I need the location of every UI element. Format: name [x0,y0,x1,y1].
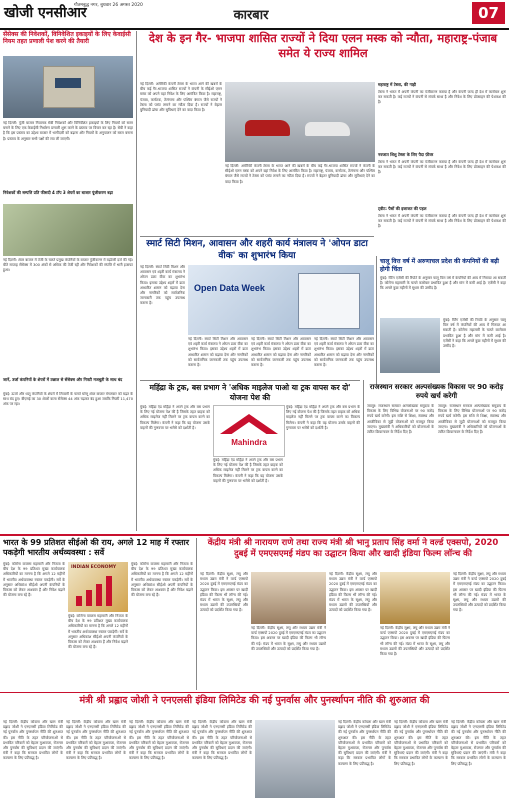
pvt-headline: चालू वित्त वर्ष में अरुणाचल प्रदेश की कंपनियों की बढ़ी होगी चिंता [380,258,499,273]
open-data-week-banner [188,265,374,335]
masthead [0,0,509,30]
section-divider [0,534,509,536]
main-sidebar-body-2: टेस्ला ने भारत में अपनी कंपनी का पंजीकरण कराया है और कंपनी जल्द ही देश में कारोबार शुरू कर सकती है। कई राज्यों ने कंपनी से संपर्क साधा है और निवेश के लिए प्रोत्साहन की पेशकश की है। [378,214,506,229]
joshi-body-col5: नई दिल्ली: केंद्रीय कोयला और खान मंत्री प्रह्लाद जोशी ने एनएलसी इंडिया लिमिटेड की नई पुनर्वास और पुनर्स्थापन नीति की शुरुआत की। इस नीति के तहत परियोजनाओं से प्रभावित परिवारों को बेहतर मुआवजा, रोजगार और पुनर्वास की सुविधाएं प्रदान की जाएंगी। मंत्री ने कहा कि सरकार प्रभावित लोगों के कल्याण के लिए प्रतिबद्ध है। [338,720,391,766]
khadi-body-col3: नई दिल्ली: केंद्रीय सूक्ष्म, लघु और मध्यम उद्यम मंत्री ने वर्ल्ड एक्सपो 2020 दुबई में एमएसएमई मंडप का उद्घाटन किया। इस अवसर पर खादी इंडिया की फिल्म भी लॉन्च की गई। मंडप में भारत के सूक्ष्म, लघु और मध्यम उद्यमों की उपलब्धियों और उत्पादों को प्रदर्शित किया गया है। [329,572,377,613]
rupee-notes-photo [3,204,133,256]
left-body-2: नई दिल्ली: शेयर बाजार में तेजी के चलते प्रमुख कंपनियों के बाजार पूंजीकरण में बढ़ोतरी दर्ज की गई। बीते सप्ताह सेंसेक्स में 300 अंकों से अधिक की तेजी रही और निवेशकों की संपत्ति में भारी इजाफा हुआ। [3,258,133,273]
mahindra-body-col1: मुंबई: महिंद्रा एंड महिंद्रा ने अपने ट्रक और बस प्रभाग के लिए नई योजना पेश की है जिसके तहत ग्राहक को अधिक माइलेज नहीं मिलने पर ट्रक वापस करने का विकल्प मिलेगा। कंपनी ने कहा कि यह योजना उसके वाहनों की गुणवत्ता पर भरोसे को दर्शाती है। [140,405,210,430]
economy-body-col2: मुंबई: कोरोना वायरस महामारी और निजता के बीच देश के 99 प्रतिशत मुख्य कार्यपालक अधिकारियों का मानना है कि अगले 12 महीनों में भारतीय अर्थव्यवस्था रफ्तार पकड़ेगी। सर्वे के अनुसार अधिकांश सीईओ अपनी कंपनियों के विकास को लेकर आश्वस्त हैं और निवेश बढ़ाने की योजना बना रहे हैं। [68,614,128,650]
mahindra-headline: महिंद्रा के ट्रक, बस प्रभाग ने 'अधिक माइलेज पाओ या ट्रक वापस कर दो' योजना पेश की [149,383,351,402]
column-divider [196,538,197,690]
khadi-headline: केंद्रीय मंत्री श्री नारायण राणे तथा राज्य मंत्री श्री भानु प्रताप सिंह वर्मा ने वर्ल्ड एक्सपो, 2020 दुबई में एमएसएमई मंडप का उद्घाटन किया और खादी इंडिया फिल्म लॉन्च की [207,538,499,559]
sebi-building-photo [3,56,133,118]
joshi-body-col7: नई दिल्ली: केंद्रीय कोयला और खान मंत्री प्रह्लाद जोशी ने एनएलसी इंडिया लिमिटेड की नई पुनर्वास और पुनर्स्थापन नीति की शुरुआत की। इस नीति के तहत परियोजनाओं से प्रभावित परिवारों को बेहतर मुआवजा, रोजगार और पुनर्वास की सुविधाएं प्रदान की जाएंगी। मंत्री ने कहा कि सरकार प्रभावित लोगों के कल्याण के लिए प्रतिबद्ध है। [451,720,506,766]
smart-city-body-col1: नई दिल्ली: स्मार्ट सिटी मिशन और आवासन एवं शहरी कार्य मंत्रालय ने ओपन डाटा वीक का शुभारंभ किया। इसका उद्देश्य शहरों में डाटा आधारित शासन को बढ़ावा देना और नागरिकों को सार्वजनिक जानकारी तक पहुंच उपलब्ध कराना है। [140,265,185,306]
economy-body-col3: मुंबई: कोरोना वायरस महामारी और निजता के बीच देश के 99 प्रतिशत मुख्य कार्यपालक अधिकारियों का मानना है कि अगले 12 महीनों में भारतीय अर्थव्यवस्था रफ्तार पकड़ेगी। सर्वे के अनुसार अधिकांश सीईओ अपनी कंपनियों के विकास को लेकर आश्वस्त हैं और निवेश बढ़ाने की योजना बना रहे हैं। [131,562,193,598]
mahindra-body-col2: मुंबई: महिंद्रा एंड महिंद्रा ने अपने ट्रक और बस प्रभाग के लिए नई योजना पेश की है जिसके तहत ग्राहक को अधिक माइलेज नहीं मिलने पर ट्रक वापस करने का विकल्प मिलेगा। कंपनी ने कहा कि यह योजना उसके वाहनों की गुणवत्ता पर भरोसे को दर्शाती है। [213,458,283,483]
newspaper-logo: खोजी एनसीआर [4,5,87,21]
khadi-body-col1: नई दिल्ली: केंद्रीय सूक्ष्म, लघु और मध्यम उद्यम मंत्री ने वर्ल्ड एक्सपो 2020 दुबई में एमएसएमई मंडप का उद्घाटन किया। इस अवसर पर खादी इंडिया की फिल्म भी लॉन्च की गई। मंडप में भारत के सूक्ष्म, लघु और मध्यम उद्यमों की उपलब्धियों और उत्पादों को प्रदर्शित किया गया है। [200,572,248,613]
edition-meta: गौतमबुद्ध नगर, बुधवार 26 अगस्त 2020 [74,3,143,8]
mahindra-logo-box [213,405,285,457]
left-sub-headline-1: निवेशकों की सम्पत्ति प्रति फीसदी 4 टॉप 3 शेयरों का बाजार पूंजीकरण बढ़ा [3,190,113,195]
joshi-body-col4: नई दिल्ली: केंद्रीय कोयला और खान मंत्री प्रह्लाद जोशी ने एनएलसी इंडिया लिमिटेड की नई पुनर्वास और पुनर्स्थापन नीति की शुरुआत की। इस नीति के तहत परियोजनाओं से प्रभावित परिवारों को बेहतर मुआवजा, रोजगार और पुनर्वास की सुविधाएं प्रदान की जाएंगी। मंत्री ने कहा कि सरकार प्रभावित लोगों के कल्याण के लिए प्रतिबद्ध है। [192,720,252,761]
pvt-body-2: मुंबई: रेटिंग एजेंसी की रिपोर्ट के अनुसार चालू वित्त वर्ष में कंपनियों की आय में गिरावट आ सकती है। कोरोना महामारी के चलते कारोबार प्रभावित हुआ है और मांग में कमी आई है। एजेंसी ने कहा कि अगले कुछ महीनों में सुधार की उम्मीद है। [443,318,506,349]
smart-city-body-col3: नई दिल्ली: स्मार्ट सिटी मिशन और आवासन एवं शहरी कार्य मंत्रालय ने ओपन डाटा वीक का शुभारंभ किया। इसका उद्देश्य शहरों में डाटा आधारित शासन को बढ़ावा देना और नागरिकों को सार्वजनिक जानकारी तक पहुंच उपलब्ध कराना है। [251,337,311,368]
khadi-body-col5: नई दिल्ली: केंद्रीय सूक्ष्म, लघु और मध्यम उद्यम मंत्री ने वर्ल्ड एक्सपो 2020 दुबई में एमएसएमई मंडप का उद्घाटन किया। इस अवसर पर खादी इंडिया की फिल्म भी लॉन्च की गई। मंडप में भारत के सूक्ष्म, लघु और मध्यम उद्यमों की उपलब्धियों और उत्पादों को प्रदर्शित किया गया है। [453,572,506,613]
joshi-event-photo [255,720,335,798]
column-divider [136,31,137,531]
khadi-film-photo [380,572,450,624]
khadi-body-col4: नई दिल्ली: केंद्रीय सूक्ष्म, लघु और मध्यम उद्यम मंत्री ने वर्ल्ड एक्सपो 2020 दुबई में एमएसएमई मंडप का उद्घाटन किया। इस अवसर पर खादी इंडिया की फिल्म भी लॉन्च की गई। मंडप में भारत के सूक्ष्म, लघु और मध्यम उद्यमों की उपलब्धियों और उत्पादों को प्रदर्शित किया गया है। [380,626,450,657]
section-divider [0,692,509,693]
smart-city-headline: स्मार्ट सिटी मिशन, आवासन और शहरी कार्य मंत्रालय ने 'ओपन डाटा वीक' का शुभारंभ किया [146,239,368,261]
main-body-col2: नई दिल्ली: अमेरिकी कंपनी टेस्ला के भारत आने की खबरों के बीच कई गैर-भाजपा शासित राज्यों ने कंपनी के सीईओ एलन मस्क को अपने यहां निवेश के लिए आमंत्रित किया है। महाराष्ट्र, पंजाब, कर्नाटक, तेलंगाना और पश्चिम बंगाल जैसे राज्यों ने टेस्ला को प्लांट लगाने का न्यौता दिया है। राज्यों ने बेहतर बुनियादी ढांचा और सुविधाएं देने का वादा किया है। [225,164,375,184]
main-body-col3: टेस्ला ने भारत में अपनी कंपनी का पंजीकरण कराया है और कंपनी जल्द ही देश में कारोबार शुरू कर सकती है। कई राज्यों ने कंपनी से संपर्क साधा है और निवेश के लिए प्रोत्साहन की पेशकश की है। [378,90,506,105]
economy-headline: भारत के 99 प्रतिशत सीईओ की राय, अगले 12 माह में रफ्तार पकड़ेगी भारतीय अर्थव्यवस्था : सर्वे [3,538,190,557]
main-col-subhead: महाराष्ट्र में टेस्ला, की गाड़ी [378,82,416,87]
left-body-3: मुंबई: ऊर्जा और धातु कंपनियों के शेयरों में लिवाली के चलते घरेलू शेयर बाजार मंगलवार को बढ़त के साथ बंद हुए। बीएसई का 30 शेयरों वाला सेंसेक्स 44 अंक चढ़कर बंद हुआ जबकि निफ्टी 11,470 अंक पर रहा। [3,392,133,407]
left-top-body: नई दिल्ली: पूंजी बाजार नियामक सेबी निवेशकों और विनिवेशित इकाइयों के लिए नियमों को सरल बनाने के लिए एक केवाईसी निर्धारण प्रणाली शुरू करने के प्रस्ताव पर विचार कर रहा है। सेबी ने कहा है कि इस प्रस्ताव का उद्देश्य बाजार में भागीदारी को बढ़ाना और नियमों के अनुपालन को सरल बनाना है। प्रस्ताव के अनुसार सभी पक्षों की राय ली जाएगी। [3,121,133,141]
left-sub-headline-2: जानें, उर्जा कंपनियों के शेयरों में उछाल से सेंसेक्स और निफ्टी मजबूती के साथ बंद [3,377,123,382]
economy-body-col1: मुंबई: कोरोना वायरस महामारी और निजता के बीच देश के 99 प्रतिशत मुख्य कार्यपालक अधिकारियों का मानना है कि अगले 12 महीनों में भारतीय अर्थव्यवस्था रफ्तार पकड़ेगी। सर्वे के अनुसार अधिकांश सीईओ अपनी कंपनियों के विकास को लेकर आश्वस्त हैं और निवेश बढ़ाने की योजना बना रहे हैं। [3,562,65,598]
main-sidebar-subhead-2: ट्वीट: पैसों की इजाजत की पहल [378,206,427,211]
main-headline: देश के इन गैर- भाजपा शासित राज्यों ने दिया एलन मस्क को न्यौता, महाराष्ट्र-पंजाब समेत ये राज्य शामिल [148,31,498,60]
column-divider [376,256,377,386]
economy-image-label: INDIAN ECONOMY [71,565,117,570]
joshi-body-col6: नई दिल्ली: केंद्रीय कोयला और खान मंत्री प्रह्लाद जोशी ने एनएलसी इंडिया लिमिटेड की नई पुनर्वास और पुनर्स्थापन नीति की शुरुआत की। इस नीति के तहत परियोजनाओं से प्रभावित परिवारों को बेहतर मुआवजा, रोजगार और पुनर्वास की सुविधाएं प्रदान की जाएंगी। मंत्री ने कहा कि सरकार प्रभावित लोगों के कल्याण के लिए प्रतिबद्ध है। [394,720,448,766]
tesla-showroom-photo [225,82,375,162]
smart-city-body-col4: नई दिल्ली: स्मार्ट सिटी मिशन और आवासन एवं शहरी कार्य मंत्रालय ने ओपन डाटा वीक का शुभारंभ किया। इसका उद्देश्य शहरों में डाटा आधारित शासन को बढ़ावा देना और नागरिकों को सार्वजनिक जानकारी तक पहुंच उपलब्ध कराना है। [314,337,374,368]
left-top-headline-box [3,31,133,53]
joshi-headline: मंत्री श्री प्रह्लाद जोशी ने एनएलसी इंडिया लिमिटेड की नई पुनर्वास और पुनर्स्थापन नीति की शुरुआत की [79,695,430,706]
rajasthan-headline: राजस्थान सरकार अल्पसंख्यक विकास पर 90 करोड़ रुपये खर्च करेगी [369,383,504,400]
expo-inauguration-photo [251,572,326,624]
mahindra-body-col3: मुंबई: महिंद्रा एंड महिंद्रा ने अपने ट्रक और बस प्रभाग के लिए नई योजना पेश की है जिसके तहत ग्राहक को अधिक माइलेज नहीं मिलने पर ट्रक वापस करने का विकल्प मिलेगा। कंपनी ने कहा कि यह योजना उसके वाहनों की गुणवत्ता पर भरोसे को दर्शाती है। [286,405,360,430]
divider [140,236,374,237]
smart-city-body-col2: नई दिल्ली: स्मार्ट सिटी मिशन और आवासन एवं शहरी कार्य मंत्रालय ने ओपन डाटा वीक का शुभारंभ किया। इसका उद्देश्य शहरों में डाटा आधारित शासन को बढ़ावा देना और नागरिकों को सार्वजनिक जानकारी तक पहुंच उपलब्ध कराना है। [188,337,248,368]
joshi-body-col1: नई दिल्ली: केंद्रीय कोयला और खान मंत्री प्रह्लाद जोशी ने एनएलसी इंडिया लिमिटेड की नई पुनर्वास और पुनर्स्थापन नीति की शुरुआत की। इस नीति के तहत परियोजनाओं से प्रभावित परिवारों को बेहतर मुआवजा, रोजगार और पुनर्वास की सुविधाएं प्रदान की जाएंगी। मंत्री ने कहा कि सरकार प्रभावित लोगों के कल्याण के लिए प्रतिबद्ध है। [3,720,63,761]
mahindra-logo-text: Mahindra [231,438,267,447]
mahindra-logo-icon [220,414,278,434]
joshi-body-col3: नई दिल्ली: केंद्रीय कोयला और खान मंत्री प्रह्लाद जोशी ने एनएलसी इंडिया लिमिटेड की नई पुनर्वास और पुनर्स्थापन नीति की शुरुआत की। इस नीति के तहत परियोजनाओं से प्रभावित परिवारों को बेहतर मुआवजा, रोजगार और पुनर्वास की सुविधाएं प्रदान की जाएंगी। मंत्री ने कहा कि सरकार प्रभावित लोगों के कल्याण के लिए प्रतिबद्ध है। [129,720,189,761]
economy-chart-image [68,562,128,612]
main-sidebar-subhead: नवजात शिशु टेस्ला के लिए पैदा फ़ीवर [378,152,434,157]
pvt-body-1: मुंबई: रेटिंग एजेंसी की रिपोर्ट के अनुसार चालू वित्त वर्ष में कंपनियों की आय में गिरावट आ सकती है। कोरोना महामारी के चलते कारोबार प्रभावित हुआ है और मांग में कमी आई है। एजेंसी ने कहा कि अगले कुछ महीनों में सुधार की उम्मीद है। [380,276,506,291]
column-divider [363,380,364,532]
banner-title: Open Data Week [194,283,265,293]
joshi-body-col2: नई दिल्ली: केंद्रीय कोयला और खान मंत्री प्रह्लाद जोशी ने एनएलसी इंडिया लिमिटेड की नई पुनर्वास और पुनर्स्थापन नीति की शुरुआत की। इस नीति के तहत परियोजनाओं से प्रभावित परिवारों को बेहतर मुआवजा, रोजगार और पुनर्वास की सुविधाएं प्रदान की जाएंगी। मंत्री ने कहा कि सरकार प्रभावित लोगों के कल्याण के लिए प्रतिबद्ध है। [66,720,126,761]
left-top-headline: सेंसेक्स की निवेशकों, विनिवेशित इकाइयों के लिए केवाईसी नियम तहत प्रणाली पेश करने की तैयारी [3,31,131,46]
lab-photo [380,318,440,373]
rajasthan-body-col1: जयपुर: राजस्थान सरकार अल्पसंख्यक समुदाय के विकास के लिए विभिन्न योजनाओं पर 90 करोड़ रुपये खर्च करेगी। इस राशि से शिक्षा, स्वास्थ्य और आजीविका से जुड़ी योजनाओं को मजबूत किया जाएगा। मुख्यमंत्री ने अधिकारियों को योजनाओं के त्वरित क्रियान्वयन के निर्देश दिए हैं। [367,404,434,435]
main-headline-box [140,31,506,79]
page-number: 07 [472,2,505,24]
section-title: कारबार [233,8,269,23]
divider [140,380,360,381]
main-body-col1: नई दिल्ली: अमेरिकी कंपनी टेस्ला के भारत आने की खबरों के बीच कई गैर-भाजपा शासित राज्यों ने कंपनी के सीईओ एलन मस्क को अपने यहां निवेश के लिए आमंत्रित किया है। महाराष्ट्र, पंजाब, कर्नाटक, तेलंगाना और पश्चिम बंगाल जैसे राज्यों ने टेस्ला को प्लांट लगाने का न्यौता दिया है। राज्यों ने बेहतर बुनियादी ढांचा और सुविधाएं देने का वादा किया है। [140,82,222,113]
rajasthan-body-col2: जयपुर: राजस्थान सरकार अल्पसंख्यक समुदाय के विकास के लिए विभिन्न योजनाओं पर 90 करोड़ रुपये खर्च करेगी। इस राशि से शिक्षा, स्वास्थ्य और आजीविका से जुड़ी योजनाओं को मजबूत किया जाएगा। मुख्यमंत्री ने अधिकारियों को योजनाओं के त्वरित क्रियान्वयन के निर्देश दिए हैं। [438,404,506,435]
main-sidebar-body: टेस्ला ने भारत में अपनी कंपनी का पंजीकरण कराया है और कंपनी जल्द ही देश में कारोबार शुरू कर सकती है। कई राज्यों ने कंपनी से संपर्क साधा है और निवेश के लिए प्रोत्साहन की पेशकश की है। [378,160,506,175]
khadi-body-col2: नई दिल्ली: केंद्रीय सूक्ष्म, लघु और मध्यम उद्यम मंत्री ने वर्ल्ड एक्सपो 2020 दुबई में एमएसएमई मंडप का उद्घाटन किया। इस अवसर पर खादी इंडिया की फिल्म भी लॉन्च की गई। मंडप में भारत के सूक्ष्म, लघु और मध्यम उद्यमों की उपलब्धियों और उत्पादों को प्रदर्शित किया गया है। [251,626,326,651]
